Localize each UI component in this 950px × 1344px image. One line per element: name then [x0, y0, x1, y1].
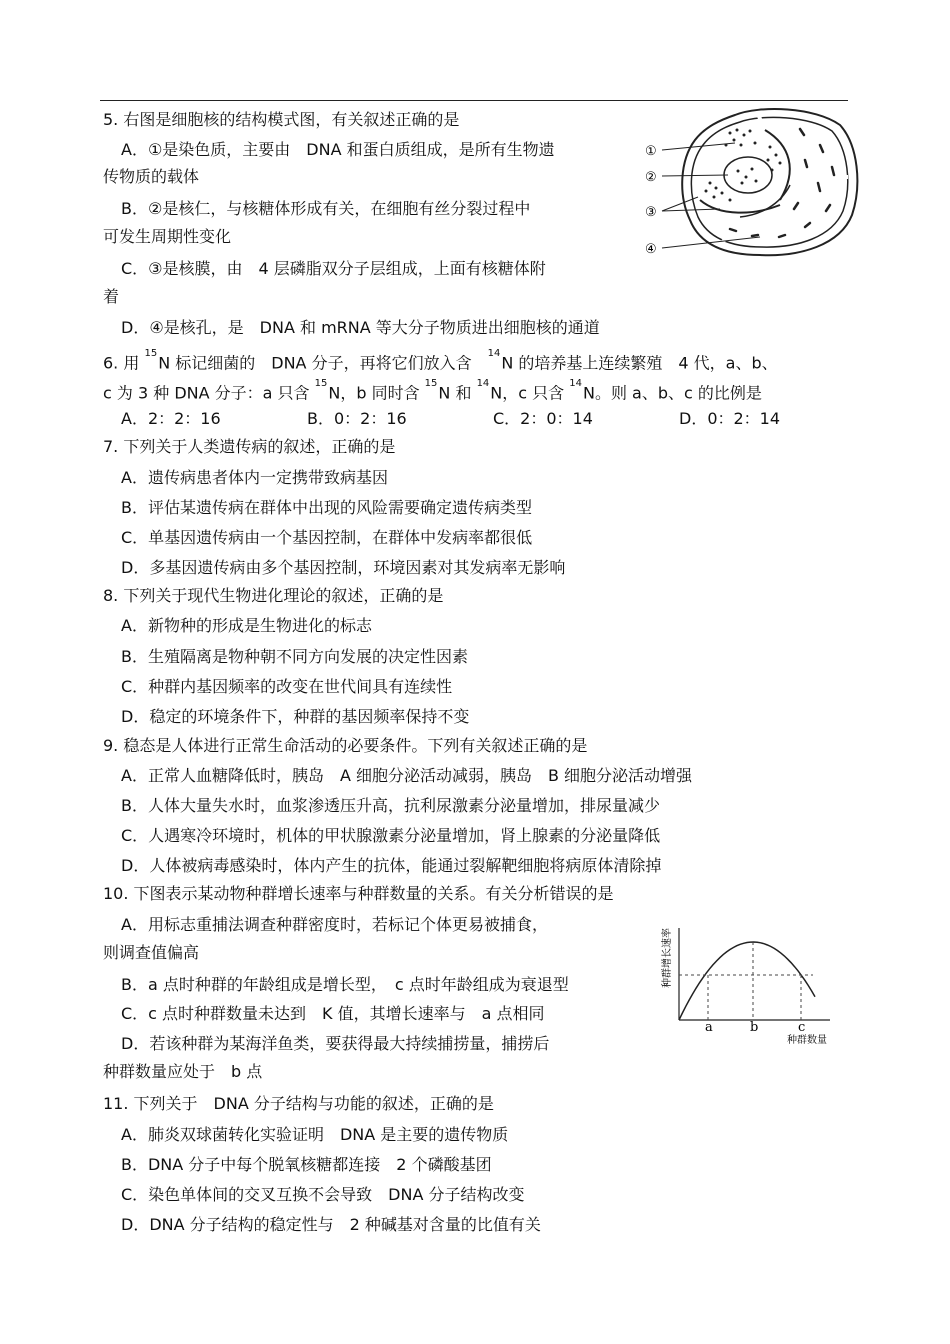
q6-option-c: C．2：0：14	[493, 409, 593, 428]
q8-stem: 8. 下列关于现代生物进化理论的叙述，正确的是	[103, 586, 444, 605]
q11-stem: 11. 下列关于 DNA 分子结构与功能的叙述，正确的是	[103, 1094, 494, 1113]
q5-option-a-line1: A．①是染色质，主要由 DNA 和蛋白质组成，是所有生物遗	[121, 140, 555, 159]
q10-option-a-line2: 则调查值偏高	[103, 943, 200, 962]
q8-option-d: D．稳定的环境条件下，种群的基因频率保持不变	[121, 707, 470, 726]
q7-option-c: C．单基因遗传病由一个基因控制，在群体中发病率都很低	[121, 528, 533, 547]
q8-option-b: B．生殖隔离是物种朝不同方向发展的决定性因素	[121, 647, 468, 666]
q10-stem: 10. 下图表示某动物种群增长速率与种群数量的关系。有关分析错误的是	[103, 884, 614, 903]
q7-option-a: A．遗传病患者体内一定携带致病基因	[121, 468, 388, 487]
q9-option-c: C．人遇寒冷环境时，机体的甲状腺激素分泌量增加，肾上腺素的分泌量降低	[121, 826, 661, 845]
q11-option-b: B．DNA 分子中每个脱氧核糖都连接 2 个磷酸基团	[121, 1155, 492, 1174]
x-tick-a: a	[705, 1020, 713, 1035]
figure-label-3: ③	[645, 205, 657, 220]
q5-option-b-line1: B．②是核仁，与核糖体形成有关，在细胞有丝分裂过程中	[121, 199, 531, 218]
chromatin-dots	[705, 129, 782, 202]
q10-option-d-line1: D．若该种群为某海洋鱼类，要获得最大持续捕捞量，捕捞后	[121, 1034, 550, 1053]
x-tick-c: c	[798, 1020, 806, 1035]
q11-option-a: A．肺炎双球菌转化实验证明 DNA 是主要的遗传物质	[121, 1125, 509, 1144]
q6-option-b: B．0：2：16	[307, 409, 407, 428]
q9-option-b: B．人体大量失水时，血浆渗透压升高，抗利尿激素分泌量增加，排尿量减少	[121, 796, 660, 815]
population-growth-chart	[655, 920, 840, 1045]
q5-stem: 5. 右图是细胞核的结构模式图，有关叙述正确的是	[103, 110, 460, 129]
q5-option-a-line2: 传物质的载体	[103, 167, 200, 186]
q5-option-d: D．④是核孔，是 DNA 和 mRNA 等大分子物质进出细胞核的通道	[121, 318, 600, 337]
growth-rate-curve	[679, 942, 815, 1020]
q10-option-b: B．a 点时种群的年龄组成是增长型， c 点时年龄组成为衰退型	[121, 975, 569, 994]
q7-stem: 7. 下列关于人类遗传病的叙述，正确的是	[103, 437, 396, 456]
figure-label-2: ②	[645, 170, 657, 185]
q9-option-a: A．正常人血糖降低时，胰岛 A 细胞分泌活动减弱，胰岛 B 细胞分泌活动增强	[121, 766, 693, 785]
q9-stem: 9. 稳态是人体进行正常生命活动的必要条件。下列有关叙述正确的是	[103, 736, 588, 755]
q10-option-d-line2: 种群数量应处于 b 点	[103, 1062, 263, 1081]
top-rule	[100, 100, 848, 101]
q8-option-c: C．种群内基因频率的改变在世代间具有连续性	[121, 677, 453, 696]
q5-option-c-line2: 着	[103, 287, 120, 306]
figure-label-1: ①	[645, 144, 657, 159]
x-tick-b: b	[750, 1020, 759, 1035]
q7-option-d: D．多基因遗传病由多个基因控制，环境因素对其发病率无影响	[121, 558, 566, 577]
nucleus-figure	[640, 105, 860, 265]
q9-option-d: D．人体被病毒感染时，体内产生的抗体，能通过裂解靶细胞将病原体清除掉	[121, 856, 662, 875]
q7-option-b: B．评估某遗传病在群体中出现的风险需要确定遗传病类型	[121, 498, 532, 517]
q6-stem-line2: c 为 3 种 DNA 分子：a 只含 $^{15}$N，b 同时含 $^{15}$N 和 $^{14}$N，c 只含 $^{14}$N。则 a、b、c 的比例是	[103, 378, 762, 403]
q10-option-c: C．c 点时种群数量未达到 K 值，其增长速率与 a 点相同	[121, 1004, 545, 1023]
q10-option-a-line1: A．用标志重捕法调查种群密度时，若标记个体更易被捕食，	[121, 915, 548, 934]
y-axis-label: 种群增长速率	[662, 928, 673, 988]
q5-option-c-line1: C．③是核膜，由 4 层磷脂双分子层组成，上面有核糖体附	[121, 259, 546, 278]
q11-option-c: C．染色单体间的交叉互换不会导致 DNA 分子结构改变	[121, 1185, 525, 1204]
figure-label-4: ④	[645, 242, 657, 257]
x-axis-label: 种群数量	[787, 1035, 827, 1045]
q6-stem-line1: 6. 用 $^{15}$N 标记细菌的 DNA 分子，再将它们放入含 $^{14}$N 的培养基上连续繁殖 4 代，a、b、	[103, 348, 778, 373]
q5-option-b-line2: 可发生周期性变化	[103, 227, 232, 246]
q8-option-a: A．新物种的形成是生物进化的标志	[121, 616, 372, 635]
q11-option-d: D．DNA 分子结构的稳定性与 2 种碱基对含量的比值有关	[121, 1215, 541, 1234]
q6-option-a: A．2：2：16	[121, 409, 221, 428]
q6-option-d: D．0：2：14	[679, 409, 781, 428]
